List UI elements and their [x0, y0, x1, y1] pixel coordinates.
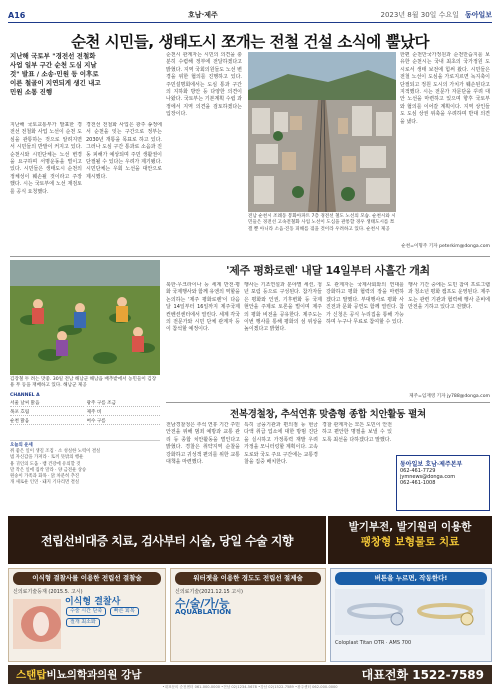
article-3-body-col-3: 경찰 관계자는 모든 도민이 안전하고 편안한 명절을 보낼 수 있도록 최선을 다하겠다고 말했다. — [322, 422, 392, 443]
ad-tile-1 — [8, 568, 166, 662]
farm-workers-photo — [10, 260, 160, 375]
article-1-body-col-3: 순천시 관계자는 시민의 의견을 충분히 수렴해 정부에 전달하겠다고 밝혔다. 지역 국회의원들도 노선 변경을 위한 협의를 진행하고 있다. 주민설명회에서는 도심 통과 구간의 지하화 방안 등 다양한 의견이 나왔다. 국토부는 기본계획 수립 과정에서 지역 의견을 검토하겠다는 입장이다. — [166, 52, 242, 118]
article-2-photo-caption: 김장철 두 려는 맛좋. 30일 전남 해남군 해남읍 배추밭에서 농민들이 김장용 무 등을 재배하고 있다. 해남군 제공 — [10, 377, 157, 389]
clinic-phone[interactable]: 대표전화 1522-7589 — [361, 668, 484, 682]
ad-tile-3-label: 버튼을 누르면, 작동한다! — [335, 572, 487, 585]
page-number: A16 — [8, 10, 26, 20]
implant-device-icon — [335, 589, 485, 635]
ad-tile-2-big: 수/술/가/능 — [175, 597, 230, 610]
article-2-byline: 제주=임재영 기자 jy788@donga.com — [409, 394, 490, 399]
divider-1 — [10, 256, 490, 257]
clinic-name-suffix: 비뇨의학과의원 강남 — [46, 669, 142, 681]
ad-pill: 수술 시간 단축 — [66, 607, 106, 616]
article-1-photo-caption: 전남 순천시 조례동 봉화아파트 7층 경전선 철도 노선의 모습. 순천시와 시민들은 경전선 고속전철화 사업 노선이 도심을 관통할 경우 생태도시를 쪼갤 뿐 아니라 소음·진동 피해를 겪을 것이라 우려하고 있다. 순천시 제공 — [248, 214, 396, 232]
article-2-body-col-4: 행사 기간 중에는 도민 참여 프로그램과 청소년 평화 캠프도 운영된다. 제주도는 관련 기관과 협력해 행사 준비에 만전을 기하고 있다고 전했다. — [408, 282, 490, 311]
article-1-byline: 순천=이형주 기자 peterkim@donga.com — [401, 244, 490, 249]
page-header — [8, 8, 492, 23]
article-1-subtitle: 지난해 국토부 "경전선 전철화 사업 일부 구간 순천 도심 지날 것" 발표 / 소송·민원 등 이후로 이른 철골이 지연되게 생긴 내고 민원 소통 진행 — [10, 52, 101, 96]
ad-bottom-bar[interactable] — [8, 665, 492, 684]
ad-headline-left: 전립선비대증 치료, 검사부터 시술, 당일 수술 지향 — [8, 516, 326, 564]
ad-headline-right-bottom: 팽창형 보형물로 치료 — [360, 536, 460, 548]
article-1-body-col-1: 지난해 국토교통부가 발표한 경전선 전철화 사업 노선이 순천 도심을 관통하는 것으로 알려지면서 시민들의 반발이 커지고 있다. 순천시와 시민단체는 노선 변경을 요구하며 서명운동을 벌이고 있다. 시민들은 생태도시 순천의 정체성이 훼손될 것이라고 주장했다. 시는 국토부에 노선 재검토를 공식 요청했다. — [10, 122, 82, 195]
ad-tile-1-sub: 신의료기술등재 (2015.5. 고시) — [13, 589, 83, 595]
article-2-photo — [10, 260, 160, 375]
weather-panel: CHANNEL A 서울 날씨 맑음 광주 구름 조금 목포 흐림 제주 비 순천 맑음 여수 구름 — [10, 393, 160, 435]
ad-tile-3-sub: Coloplast Titan OTR · AMS 700 — [335, 640, 412, 646]
clinic-name-prefix: 스탠탑 — [16, 669, 47, 681]
ad-tile-2-brand: AQUABLATION — [175, 608, 232, 616]
article-2-body-col-3: 도 관계자는 국제사회와의 연대를 강화하고 평화 협력의 장을 마련하겠다고 말했다. 부대행사로 평화 사진전과 문화 공연도 함께 열린다. 참가 신청은 공식 누리집을 통해 가능하며 누구나 무료로 참여할 수 있다. — [326, 282, 404, 326]
article-2-body-col-1: 북한·우크라이나 등 세계 반전·평화 국제행사와 함께 유엔의 역할을 논의하는 '제주 평화로렌'이 다음 달 14일부터 16일까지 제주국제컨벤션센터에서 열린다. 세계 각국의 전문가와 시민 단체 관계자 등이 참석할 예정이다. — [166, 282, 240, 333]
article-1-body-col-4: 한편 순천만국가정원과 순천만습지를 보유한 순천시는 국내 최초의 국가정원 도시로서 생태 보전에 힘써 왔다. 시민들은 전철 노선이 도심을 가로지르면 녹지축이 단절되고 정원 도시의 가치가 훼손된다고 지적했다. 시는 전문가 자문단을 꾸려 대안 노선을 마련하고 있으며 향후 국토부와 협의를 이어갈 계획이다. 지역 상인들도 도심 상권 위축을 우려하며 반대 의견을 냈다. — [400, 52, 490, 125]
weather-panel-title: CHANNEL A — [10, 393, 40, 398]
ad-headline-right-top: 발기부전, 발기원리 이용한 — [348, 521, 472, 533]
fortune-line: 범 자신감을 가져라 · 토끼 뜻밖의 행운 — [10, 455, 84, 461]
article-1-photo — [248, 52, 396, 212]
ad-footer-text: •대표문의 순천센터 061-000-0000 •전남 02)1234-5678 •강남 02)1522-7589 •광주센터 062-000-0000 — [162, 685, 338, 689]
fortune-heading: 오늘의 운세 — [10, 443, 33, 448]
ad-tile-2 — [170, 568, 326, 662]
advertisement[interactable] — [8, 516, 492, 684]
contact-box — [396, 455, 490, 511]
contact-email: jymnews@donga.com — [400, 474, 456, 480]
fortune-line: 원숭이 가족과 화목 · 닭 차분히 추진 — [10, 474, 80, 480]
ad-pill: 절개 최소화 — [66, 618, 100, 627]
fortune-line: 용 귀인의 도움 · 뱀 건강에 유의할 것 — [10, 461, 81, 467]
ad-headline-right — [328, 516, 492, 564]
city-aerial-photo — [248, 52, 396, 212]
ad-pill: 빠른 회복 — [110, 607, 139, 616]
fortune-line: 쥐 좋은 일이 생길 조짐 · 소 성실한 노력이 결실 — [10, 449, 101, 455]
anatomy-diagram-icon — [13, 599, 61, 649]
fortune-line: 개 새로운 인연 · 돼지 기다리면 결실 — [10, 480, 80, 486]
fortune-line: 말 작은 일에 집착 말라 · 양 금전운 상승 — [10, 467, 87, 473]
contact-fax: 062-461-1008 — [400, 480, 436, 486]
ad-tile-2-sub: 신의료기술(2021.12.15 고시) — [175, 589, 243, 595]
section-title: 호남·제주 — [188, 11, 218, 19]
ad-tile-1-big: 이식형 결찰사 — [64, 597, 121, 607]
contact-phone: 062-461-7729 — [400, 468, 436, 474]
issue-date: 2023년 8월 30일 수요일 — [380, 11, 459, 19]
paper-logo: 동아일보 — [464, 10, 492, 19]
contact-title: 동아일보 호남·제주본부 — [400, 461, 463, 468]
ad-tile-1-label: 이식형 결찰사를 이용한 전립선 결찰술 — [13, 572, 161, 585]
article-1-body-col-2: 경전선 전철화 사업은 광주 송정에서 순천을 잇는 구간으로 정부는 2030년 개통을 목표로 하고 있다. 그러나 도심 구간 통과로 소음과 진동 피해가 예상되며 주민 생활권이 단절될 수 있다는 우려가 제기됐다. 시민단체는 우회 노선을 대안으로 제시했다. — [86, 122, 162, 180]
ad-tile-2-label: 워터젯을 이용한 경도도 전립선 절제술 — [175, 572, 321, 585]
divider-2 — [166, 402, 490, 403]
article-3-body-col-2: 특히 금융기관과 편의점 등 현금 다액 취급 업소에 대한 방범 진단을 실시하고 가정폭력 재발 우려 가정을 모니터링할 계획이다. 고속도로와 국도 주요 구간에는 교통경찰을 집중 배치한다. — [244, 422, 318, 466]
article-2-body-col-2: 행사는 기조연설과 분야별 세션, 청년 포럼 등으로 구성된다. 참가자들은 평화와 인권, 기후변화 등 국제 현안을 주제로 토론을 벌이며 제주의 평화 비전을 공유한다. 제주도는 이번 행사를 통해 평화의 섬 위상을 높이겠다고 밝혔다. — [244, 282, 322, 333]
fortune-panel — [10, 440, 160, 515]
ad-tile-3 — [330, 568, 492, 662]
article-3-title: 전복경철창, 추석연휴 맞춤형 종합 치안활동 펼쳐 — [230, 409, 426, 420]
article-1-title: 순천 시민들, 생태도시 쪼개는 전철 건설 소식에 뿔났다 — [70, 33, 430, 51]
article-3-body-col-1: 전남경찰청은 추석 연휴 기간 주민 안전을 위해 범죄 예방과 교통 관리 등 종합 치안활동을 벌인다고 밝혔다. 경찰은 취약지역 순찰을 강화하고 귀성객 편의를 위한 교통 대책을 마련했다. — [166, 422, 240, 466]
article-2-title: '제주 평화로렌' 내달 14일부터 사흘간 개최 — [226, 264, 430, 277]
